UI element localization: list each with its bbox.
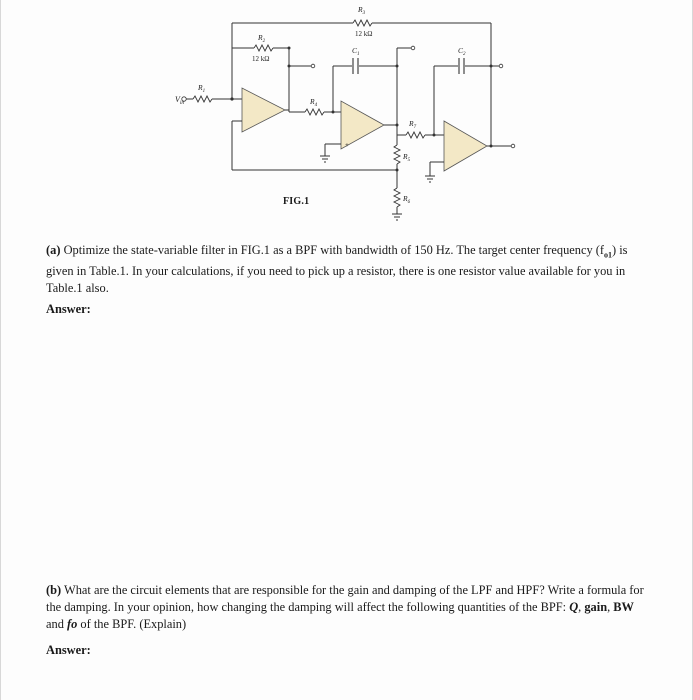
question-b-text-1: What are the circuit elements that are responsible for the gain and damping of the LPF and HPF? Write a formula for the damping. In your opinion, how changing the damping will affect the following quantities of the BPF: [46, 583, 644, 614]
r6-resistor [394, 188, 400, 207]
r7-resistor [406, 132, 425, 138]
r4-label: $R_4$ [310, 97, 318, 108]
question-b-text-2: of the BPF. (Explain) [77, 617, 187, 631]
question-b-sep-1: , [578, 600, 585, 614]
state-variable-filter-circuit [165, 0, 530, 228]
question-a-text-1: Optimize the state-variable filter in FIG.1 as a BPF with bandwidth of 150 Hz. The target center frequency (f [63, 243, 605, 257]
question-b-fo: fo [67, 617, 78, 631]
r1-resistor [193, 96, 212, 102]
question-b-part: (b) [46, 583, 62, 597]
figure-caption: FIG.1 [283, 196, 310, 207]
question-b-bw: BW [613, 600, 634, 614]
r3-resistor [353, 20, 372, 26]
vin-label: $V_{in}$ [175, 95, 185, 106]
question-b-q: Q [569, 600, 579, 614]
r4-resistor [305, 109, 324, 115]
opamp-1 [242, 88, 285, 132]
question-a-subscript: o1 [604, 250, 613, 260]
r2-resistor [254, 45, 273, 51]
r3-label: $R_3$ [358, 5, 366, 16]
r6-label: $R_6$ [403, 194, 411, 205]
opamp-3 [444, 121, 487, 171]
r5-resistor [394, 145, 400, 164]
r5-label: $R_5$ [403, 152, 411, 163]
r7-label: $R_7$ [409, 119, 417, 130]
r2-value: 12 kΩ [252, 55, 270, 63]
question-a-part: (a) [46, 243, 61, 257]
left-border [0, 0, 1, 700]
r1-label: $R_1$ [198, 83, 206, 94]
r3-value: 12 kΩ [355, 30, 373, 38]
opamp-2-plus-label: + [345, 141, 349, 149]
r2-label: $R_2$ [258, 33, 266, 44]
answer-a-label: Answer: [46, 302, 91, 316]
question-b-sep-2: , [607, 600, 614, 614]
question-a-text-2: ) is given in Table.1. In your calculations, if you need to pick up a resistor, there is one resistor value available for you in Table.1 also. [46, 243, 628, 296]
c2-label: $C_2$ [458, 46, 466, 57]
answer-b-label: Answer: [46, 643, 91, 657]
question-a [46, 242, 654, 297]
c1-label: $C_1$ [352, 46, 360, 57]
question-b-gain: gain [584, 600, 608, 614]
question-b [46, 582, 654, 633]
question-b-sep-3: and [46, 617, 67, 631]
